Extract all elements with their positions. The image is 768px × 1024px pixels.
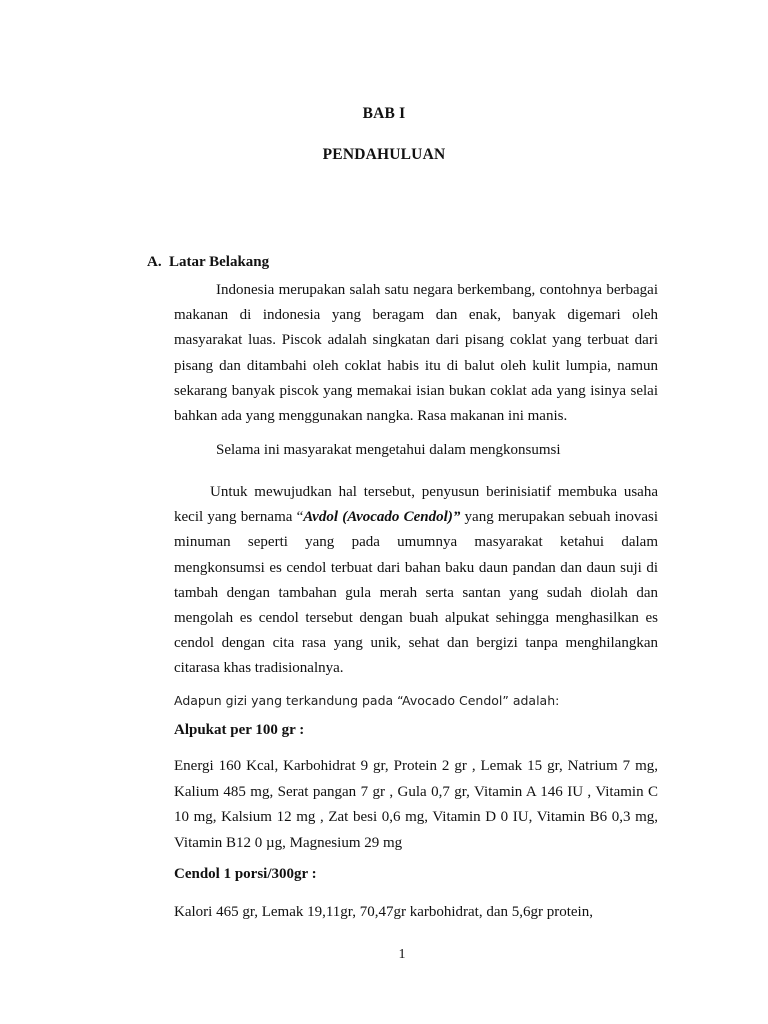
paragraph-business-start: Untuk mewujudkan hal tersebut, penyusun berinisiatif membuka usaha kecil yang bernama “ bbox=[174, 484, 658, 526]
section-title: Latar Belakang bbox=[169, 254, 270, 270]
chapter-title: PENDAHULUAN bbox=[322, 146, 446, 163]
alpukat-nutrition-text: Energi 160 Kcal, Karbohidrat 9 gr, Protein 2 gr , Lemak 15 gr, Natrium 7 mg, Kalium 485 mg, Serat pangan 7 gr , Gula 0,7 gr, Vitamin A 146 IU , Vitamin C 10 mg, Kalsium 12 mg , Zat besi 0,6 mg, Vitamin D 0 IU, Vitamin B6 0,3 mg, Vitamin B12 0 µg, Magnesium 29 mg bbox=[174, 758, 658, 851]
chapter-number: BAB I bbox=[362, 105, 406, 122]
section-letter: A. bbox=[147, 254, 162, 270]
paragraph-consumption: Selama ini masyarakat mengetahui dalam mengkonsumsi bbox=[216, 442, 561, 458]
product-name: Avdol (Avocado Cendol)” bbox=[303, 509, 461, 526]
nutrition-intro: Adapun gizi yang terkandung pada “Avocado Cendol” adalah: bbox=[174, 693, 560, 708]
paragraph-intro: Indonesia merupakan salah satu negara berkembang, contohnya berbagai makanan di indonesia yang beragam dan enak, banyak digemari oleh masyarakat luas. Piscok adalah singkatan dari pisang coklat yang terbuat dari pisang dan ditambahi oleh coklat habis itu di balut oleh kulit lumpia, namun sekarang banyak piscok yang memakai isian bukan coklat ada yang isinya selai bahkan ada yang menggunakan nangka. Rasa makanan ini manis. bbox=[174, 282, 658, 425]
page-number: 1 bbox=[398, 947, 406, 962]
cendol-nutrition-text: Kalori 465 gr, Lemak 19,11gr, 70,47gr karbohidrat, dan 5,6gr protein, bbox=[174, 904, 593, 920]
alpukat-heading: Alpukat per 100 gr : bbox=[174, 722, 305, 738]
section-heading bbox=[147, 254, 269, 271]
paragraph-business-end: yang merupakan sebuah inovasi minuman seperti yang pada umumnya masyarakat ketahui dalam mengkonsumsi es cendol terbuat dari bahan baku daun pandan dan daun suji di tambah dengan tambahan gula merah serta santan yang sudah diolah dan mengolah es cendol tersebut dengan buah alpukat sehingga menghasilkan es cendol dengan cita rasa yang unik, sehat dan bergizi tanpa menghilangkan citarasa khas tradisionalnya. bbox=[174, 509, 659, 677]
cendol-heading: Cendol 1 porsi/300gr : bbox=[174, 866, 317, 882]
paragraph-business bbox=[174, 480, 658, 682]
